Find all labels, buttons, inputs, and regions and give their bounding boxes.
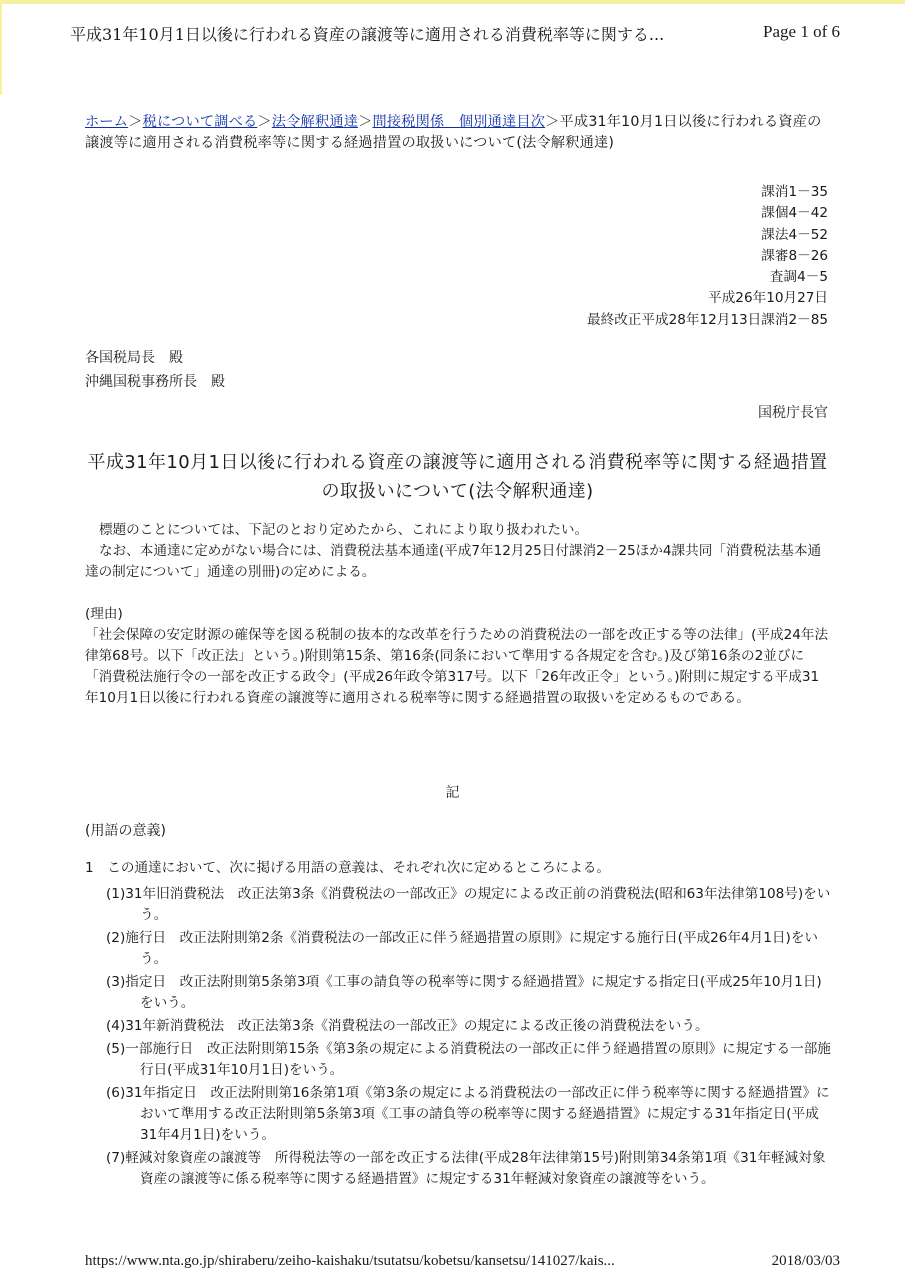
reference-line: 課審8－26 (761, 247, 828, 264)
footer-date: 2018/03/03 (771, 1253, 840, 1269)
breadcrumb-separator: ＞ (545, 114, 560, 130)
print-header-title: 平成31年10月1日以後に行われる資産の譲渡等に適用される消費税率等に関する... (70, 25, 665, 44)
footer-url: https://www.nta.go.jp/shiraberu/zeiho-kaishaku/tsutatsu/kobetsu/kansetsu/141027/kais... (85, 1253, 615, 1269)
reference-numbers (587, 182, 828, 331)
print-header (70, 22, 840, 45)
ki-heading: 記 (445, 785, 460, 801)
reference-line: 課法4－52 (761, 226, 828, 243)
terms-intro: 1 この通達において、次に掲げる用語の意義は、それぞれ次に定めるところによる。 (85, 860, 610, 876)
scan-edge-left (0, 0, 2, 95)
reference-line: 査調4－5 (769, 269, 828, 286)
definition-list (106, 884, 831, 1192)
reference-line: 課消1－35 (761, 184, 828, 200)
list-item: (5)一部施行日 改正法附則第15条《第3条の規定による消費税法の一部改正に伴う経過措置の原則》に規定する一部施行日(平成31年10月1日)をいう。 (106, 1041, 831, 1078)
list-item: (3)指定日 改正法附則第5条第3項《工事の請負等の税率等に関する経過措置》に規定する指定日(平成25年10月1日)をいう。 (106, 974, 822, 1011)
reason-section (85, 604, 830, 709)
breadcrumb-link-indirect-tax[interactable]: 間接税関係 個別通達目次 (372, 114, 546, 130)
reason-text: 「社会保障の安定財源の確保等を図る税制の抜本的な改革を行うための消費税法の一部を改正する等の法律」(平成24年法律第68号。以下「改正法」という。)附則第15条、第16条(同条において準用する各規定を含む。)及び第16条の2並びに「消費税法施行令の一部を改正する政令」(平成26年政令第317号。以下「26年改正令」という。)附則に規定する平成31年10月1日以後に行われる資産の譲渡等に適用される税率等に関する経過措置の取扱いを定めるものである。 (85, 627, 829, 706)
list-item: (2)施行日 改正法附則第2条《消費税法の一部改正に伴う経過措置の原則》に規定する施行日(平成26年4月1日)をいう。 (106, 930, 819, 967)
list-item: (7)軽減対象資産の譲渡等 所得税法等の一部を改正する法律(平成28年法律第15号)附則第34条第1項《31年軽減対象資産の譲渡等に係る税率等に関する経過措置》に規定する31年軽減対象資産の譲渡等をいう。 (106, 1150, 826, 1187)
intro-section (85, 520, 830, 583)
list-item: (1)31年旧消費税法 改正法第3条《消費税法の一部改正》の規定による改正前の消費税法(昭和63年法律第108号)をいう。 (106, 886, 831, 923)
breadcrumb-link-home[interactable]: ホーム (85, 114, 129, 130)
terms-heading: (用語の意義) (85, 823, 166, 839)
scan-edge-top (0, 0, 905, 4)
page-number: Page 1 of 6 (763, 22, 840, 41)
list-item: (6)31年指定日 改正法附則第16条第1項《第3条の規定による消費税法の一部改正に伴う税率等に関する経過措置》において準用する改正法附則第5条第3項《工事の請負等の税率等に関する経過措置》に規定する31年指定日(平成31年4月1日)をいう。 (106, 1085, 830, 1143)
print-footer (85, 1253, 840, 1270)
breadcrumb-current: 平成31年10月1日以後に行われる資産の譲渡等に適用される消費税率等に関する経過措置の取扱いについて(法令解釈通達) (85, 114, 822, 151)
addressees (85, 346, 225, 394)
document-title: 平成31年10月1日以後に行われる資産の譲渡等に適用される消費税率等に関する経過措置の取扱いについて(法令解釈通達) (87, 452, 828, 502)
issuer: 国税庁長官 (758, 405, 828, 421)
breadcrumb (85, 112, 830, 154)
reference-line: 課個4－42 (761, 205, 828, 222)
intro-paragraph: 標題のことについては、下記のとおり定めたから、これにより取り扱われたい。 (99, 522, 589, 538)
list-item: (4)31年新消費税法 改正法第3条《消費税法の一部改正》の規定による改正後の消費税法をいう。 (106, 1018, 709, 1034)
breadcrumb-separator: ＞ (128, 114, 143, 130)
breadcrumb-separator: ＞ (358, 114, 373, 130)
reason-heading: (理由) (85, 606, 123, 622)
issue-date: 平成26年10月27日 (708, 290, 828, 307)
breadcrumb-link-interpretation[interactable]: 法令解釈通達 (271, 114, 359, 130)
breadcrumb-link-tax-info[interactable]: 税について調べる (142, 114, 258, 130)
addressee: 沖縄国税事務所長 殿 (85, 374, 225, 390)
breadcrumb-separator: ＞ (257, 114, 272, 130)
last-revision: 最終改正平成28年12月13日課消2－85 (587, 311, 828, 328)
intro-paragraph: なお、本通達に定めがない場合には、消費税法基本通達(平成7年12月25日付課消2－25ほか4課共同「消費税法基本通達の制定について」通達の別冊)の定めによる。 (85, 543, 822, 580)
addressee: 各国税局長 殿 (85, 350, 183, 366)
